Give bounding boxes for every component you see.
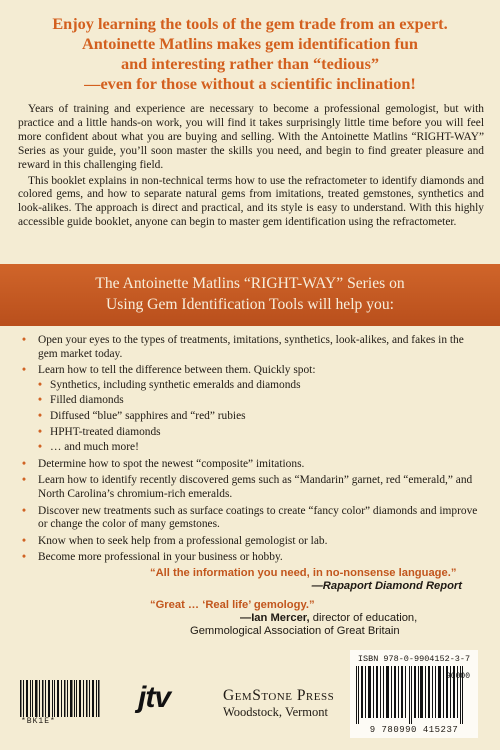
headline-line-3: and interesting rather than “tedious” — [120, 54, 380, 73]
bullet-icon: • — [22, 551, 26, 564]
bullet-icon: • — [38, 378, 42, 391]
quote-2: “Great … ‘Real life’ gemology.” — [150, 599, 315, 611]
bullet-icon: • — [38, 425, 42, 438]
bullet-icon: • — [22, 457, 26, 470]
quote-1-attribution: —Rapaport Diamond Report — [311, 580, 462, 592]
headline-line-1: Enjoy learning the tools of the gem trade from an expert. — [52, 14, 448, 33]
headline-line-2: Antoinette Matlins makes gem identification fun — [81, 34, 418, 53]
sub-list-item: • … and much more! — [38, 441, 139, 454]
headline-line-4: —even for those without a scientific inclination! — [84, 74, 416, 93]
publisher-name: GemStone Press — [223, 687, 335, 704]
headline — [0, 14, 500, 94]
list-item: • Discover new treatments such as surface coatings to create “fancy color” diamonds and improve or change the color of many gemstones. — [22, 504, 478, 531]
list-item: • Learn how to identify recently discovered gems such as “Mandarin” garnet, red “emerald,” and North Carolina’s chromium-rich emeralds. — [22, 474, 473, 500]
intro-paragraph-2: This booklet explains in non-technical terms how to use the refractometer to identify diamonds and colored gems, and how to separate natural gems from imitations, treated gemstones, synthetics and look-alikes. The approach is direct and practical, and its style is easy to understand. With this highly accessible guide booklet, anyone can begin to master gem identification using the refractometer. — [18, 174, 484, 229]
list-item: • Learn how to tell the difference between them. Quickly spot: • Synthetics, including synthetic emeralds and diamonds • Filled diamonds • Diffused “blue” sapphires and “red” rubies • HPHT-treated diamonds • … and much more! — [20, 364, 480, 455]
banner-line-1: The Antoinette Matlins “RIGHT-WAY” Series on — [95, 275, 405, 292]
intro-text — [18, 103, 484, 232]
series-banner — [0, 264, 500, 326]
bullet-icon: • — [38, 409, 42, 422]
list-item: • Open your eyes to the types of treatments, imitations, synthetics, look-alikes, and fakes in the gem market today. — [22, 334, 464, 360]
quote-2-attribution: —Ian Mercer, director of education, — [240, 612, 418, 624]
publisher — [223, 687, 343, 720]
quote-1: “All the information you need, in no-nonsense language.” — [150, 567, 457, 579]
bullet-icon: • — [22, 364, 26, 377]
list-item: • Become more professional in your business or hobby. — [22, 551, 283, 564]
sub-list-item: • Diffused “blue” sapphires and “red” rubies — [38, 409, 246, 422]
ean-number: 9 780990 415237 — [369, 725, 459, 735]
list-item: • Determine how to spot the newest “composite” imitations. — [22, 457, 305, 470]
review-quotes — [150, 567, 470, 638]
price-code: 90000 — [445, 672, 470, 681]
bullet-icon: • — [38, 441, 42, 454]
list-item: • Know when to seek help from a professional gemologist or lab. — [22, 534, 328, 547]
banner-line-2: Using Gem Identification Tools will help you: — [106, 296, 394, 313]
isbn-text: ISBN 978-0-9904152-3-7 — [357, 654, 471, 664]
sub-list-item: • HPHT-treated diamonds — [38, 425, 161, 438]
jtv-logo: jtv — [138, 681, 171, 714]
bullet-icon: • — [22, 504, 26, 517]
benefits-list — [20, 334, 480, 568]
bullet-icon: • — [22, 334, 26, 346]
bullet-icon: • — [22, 474, 26, 487]
isbn-barcode — [354, 666, 474, 724]
quote-2-organization: Gemmological Association of Great Britain — [190, 625, 400, 637]
isbn-barcode-box — [350, 650, 478, 738]
bullet-icon: • — [22, 534, 26, 547]
spot-sublist — [38, 379, 480, 455]
sub-list-item: • Synthetics, including synthetic emeralds and diamonds — [38, 378, 301, 391]
intro-paragraph-1: Years of training and experience are necessary to become a professional gemologist, but with practice and a little hands-on work, you will find it takes surprisingly little time before you will feel more confident about what you are buying and selling. With the Antoinette Matlins “RIGHT-WAY” Series as your guide, you’ll soon master the skills you need, and begin to find greater pleasure and reward in this challenging field. — [18, 103, 484, 171]
publisher-location: Woodstock, Vermont — [223, 705, 329, 719]
small-barcode-code: *BK1E* — [21, 717, 56, 726]
bullet-icon: • — [38, 394, 42, 407]
small-barcode — [19, 680, 101, 717]
sub-list-item: • Filled diamonds — [38, 394, 124, 407]
